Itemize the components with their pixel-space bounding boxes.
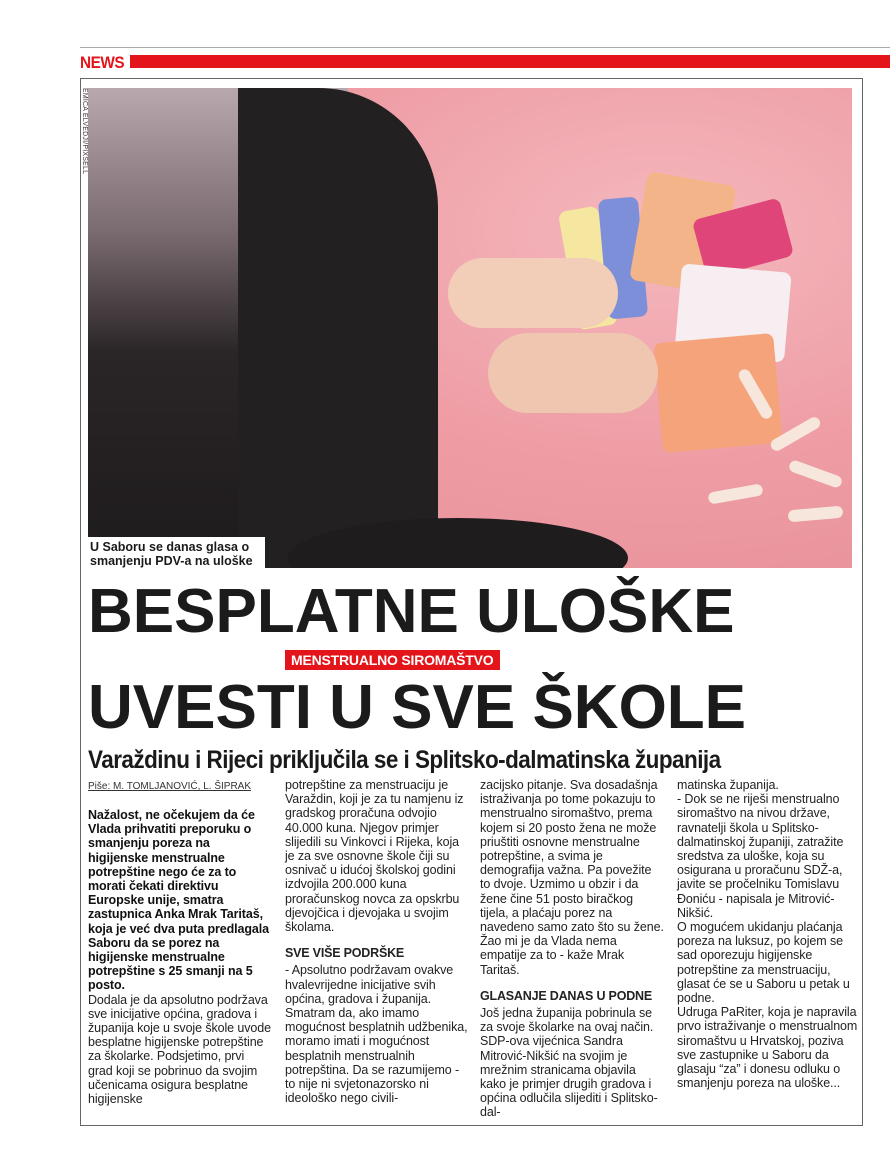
paragraph: - Apsolutno podržavam ovakve hvalevrijedne inicijative svih općina, gradova i županija. Smatram da, ako imamo mogućnost besplatnih udžbenika, moramo imati i mogućnost besplatnih menstrualnih potrepština. Da se razumijemo - to nije ni svjetonazorsko ni ideološko nego civili- — [285, 963, 468, 1106]
photo-credit: EMICA ELVEDJI/PIXSELL — [81, 88, 88, 175]
topic-tag: MENSTRUALNO SIROMAŠTVO — [285, 650, 500, 670]
paragraph: Još jedna županija pobrinula se za svoje školarke na ovaj način. SDP-ova vijećnica Sandra Mitrović-Nikšić na svojim je mrežnim stranicama objavila kako je primjer drugih gradova i općina odlučila slijediti i Splitsko-dal- — [480, 1006, 658, 1120]
subheadline: Varaždinu i Rijeci priključila se i Splitsko-dalmatinska županija — [88, 746, 721, 774]
photo-person-shirt — [238, 88, 438, 568]
subheading: GLASANJE DANAS U PODNE — [480, 988, 653, 1003]
subheading: SVE VIŠE PODRŠKE — [285, 946, 405, 961]
top-rule — [80, 47, 890, 48]
article-lead: Nažalost, ne očekujem da će Vlada prihvatiti preporuku o smanjenju poreza na higijenske menstrualne potrepštine nego će za to morati čekati direktivu Europske unije, smatra zastupnica Anka Mrak Taritaš, koja je već dva puta predlagala Saboru da se porez na higijenske menstrualne potrepštine s 25 smanji na 5 posto. — [88, 808, 270, 993]
paragraph: potrepštine za menstruaciju je Varaždin, koji je za tu namjenu iz gradskog proračuna odvojio 40.000 kuna. Njegov primjer slijedili su Vinkovci i Rijeka, koja je za sve osnovne škole čiji su osnivač u idućoj školskoj godini izdvojila 200.000 kuna proračunskog novca za opskrbu djevojčica i djevojaka u svojim školama. — [285, 778, 464, 935]
article-photo — [88, 88, 852, 568]
headline-line-2: UVESTI U SVE ŠKOLE — [88, 673, 747, 742]
paragraph: O mogućem ukidanju plaćanja poreza na luksuz, po kojem se sad oporezuju higijenske potrepštine za menstruaciju, glasat će se u Saboru u petak u podne. — [677, 920, 850, 1006]
paragraph: zacijsko pitanje. Sva dosadašnja istraživanja po tome pokazuju to menstrualno siromaštvo, prema kojem si 20 posto žena ne može priuštiti osnovne menstrualne potrepštine, a svima je demografija važna. Pa povežite to dvoje. Uzmimo u obzir i da žene čine 51 posto biračkog tijela, a plaćaju porez na navedeno samo zato što su žene. Žao mi je da Vlada nema empatije za to - kaže Mrak Taritaš. — [480, 778, 664, 977]
byline: Piše: M. TOMLJANOVIĆ, L. ŠIPRAK — [88, 781, 252, 792]
photo-hand — [488, 333, 658, 413]
section-label: NEWS — [80, 53, 125, 72]
article-column-4 — [677, 778, 861, 1090]
photo-hand — [448, 258, 618, 328]
headline-line-1: BESPLATNE ULOŠKE — [88, 577, 735, 646]
paragraph: Udruga PaRiter, koja je napravila prvo istraživanje o menstrualnom siromaštvu u Hrvatskoj, poziva sve zastupnike u Saboru da glasaju “za” i donesu odluku o smanjenju poreza na uloške... — [677, 1005, 858, 1091]
photo-caption: U Saboru se danas glasa o smanjenju PDV-a na uloške — [88, 537, 265, 569]
section-bar — [130, 55, 890, 68]
article-column-1 — [88, 808, 272, 1106]
article-column-3 — [480, 778, 664, 1120]
paragraph: - Dok se ne riješi menstrualno siromaštvo na nivou države, ravnatelji škola u Splitsko-dalmatinskoj županiji, zatražite sredstva za uloške, koja su osigurana u proračunu SDŽ-a, javite se pročelniku Tomislavu Đoniću - napisala je Mitrović-Nikšić. — [677, 792, 844, 920]
article-column-2 — [285, 778, 469, 1105]
paragraph: matinska županija. — [677, 778, 779, 792]
paragraph: Dodala je da apsolutno podržava sve inicijative općina, gradova i županija koje u svoje škole uvode besplatne higijenske potrepštine za školarke. Podsjetimo, prvi grad koji se pobrinuo da svojim učenicama osigura besplatne higijenske — [88, 992, 271, 1107]
